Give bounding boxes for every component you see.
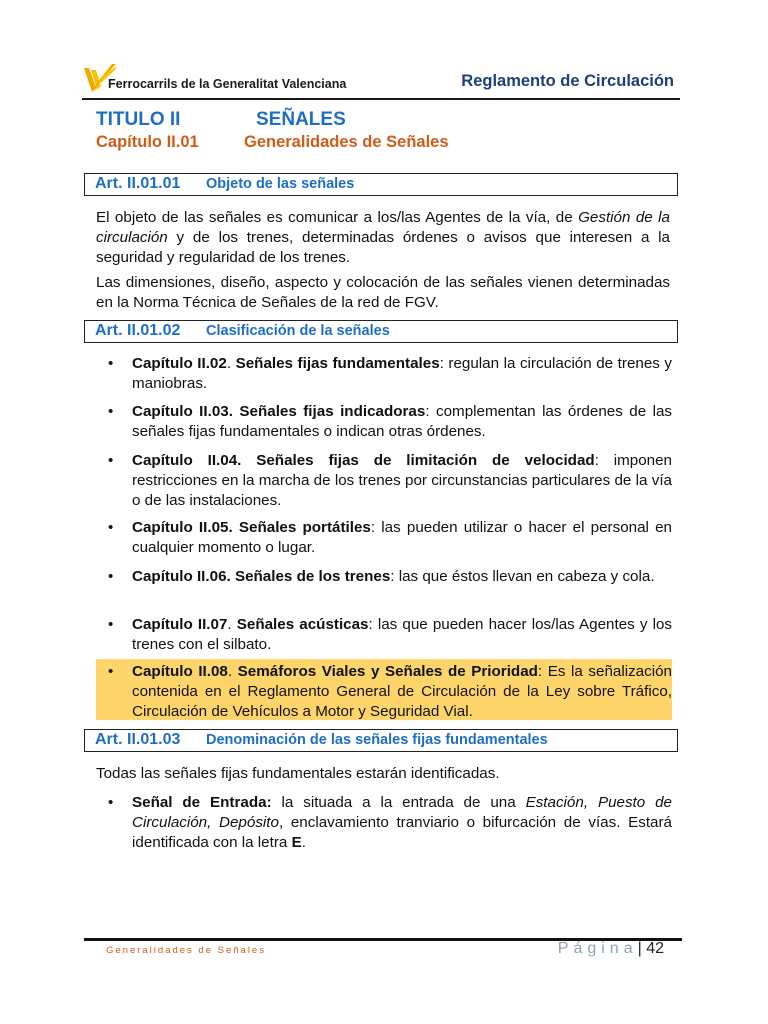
organization-name: Ferrocarrils de la Generalitat Valenciana <box>108 77 347 91</box>
bullet-icon: • <box>108 452 114 469</box>
article-number: Art. II.01.02 <box>95 322 181 339</box>
titulo-label: TITULO II <box>96 109 181 130</box>
bullet-icon: • <box>108 794 114 811</box>
document-title: Reglamento de Circulación <box>461 72 674 90</box>
bullet-icon: • <box>108 616 114 633</box>
titulo-name: SEÑALES <box>256 109 346 130</box>
page-number-block <box>558 940 664 958</box>
bullet-icon: • <box>108 568 114 585</box>
art1-paragraph-2: Las dimensiones, diseño, aspecto y colocación de las señales vienen determinadas en la Norma Técnica de Señales de la red de FGV. <box>96 274 670 311</box>
page-number: 42 <box>646 940 664 957</box>
page-separator: | <box>637 940 642 957</box>
capitulo-heading <box>96 133 449 152</box>
header-divider <box>82 98 680 100</box>
article-number: Art. II.01.03 <box>95 731 181 748</box>
article-number: Art. II.01.01 <box>95 175 181 192</box>
page-header <box>82 62 680 98</box>
article-header-1 <box>84 173 678 196</box>
article-title: Denominación de las señales fijas fundamentales <box>206 732 548 748</box>
article-header-2 <box>84 320 678 343</box>
bullet-icon: • <box>108 519 114 536</box>
art1-paragraph-1: El objeto de las señales es comunicar a los/las Agentes de la vía, de Gestión de la circulación y de los trenes, determinadas órdenes o avisos que interesen a la seguridad y regularidad de los trenes. <box>96 209 671 266</box>
article-title: Clasificación de la señales <box>206 323 390 339</box>
article-title: Objeto de las señales <box>206 176 355 192</box>
bullet-icon: • <box>108 355 114 372</box>
capitulo-label: Capítulo II.01 <box>96 133 199 151</box>
titulo-heading <box>96 109 346 131</box>
capitulo-name: Generalidades de Señales <box>244 133 449 151</box>
bullet-icon: • <box>108 403 114 420</box>
article-header-3 <box>84 729 678 752</box>
bullet-icon: • <box>108 663 114 680</box>
art3-intro: Todas las señales fijas fundamentales estarán identificadas. <box>96 765 500 782</box>
footer-section-name: Generalidades de Señales <box>106 945 266 956</box>
page-label: Página <box>557 940 638 957</box>
